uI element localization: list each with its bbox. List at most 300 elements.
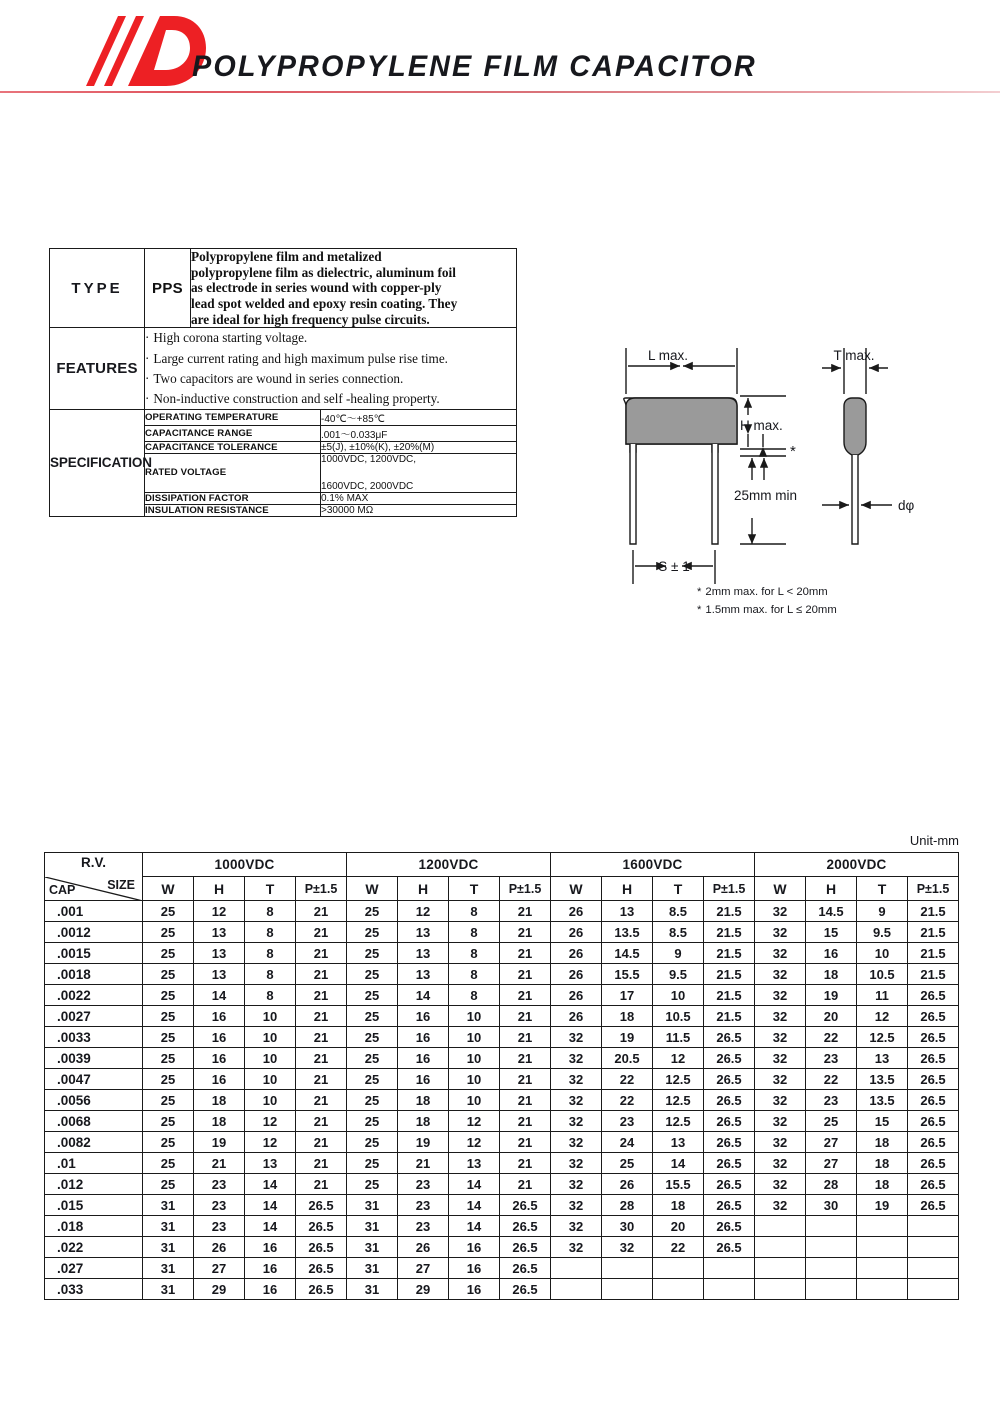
dimension-cell: 21 (296, 1132, 347, 1153)
dimension-cell: 32 (551, 1153, 602, 1174)
dimension-cell: 16 (449, 1237, 500, 1258)
dimension-cell: 26 (194, 1237, 245, 1258)
dimension-cell: 21 (500, 1006, 551, 1027)
dimension-cell: 13 (245, 1153, 296, 1174)
dimension-cell: 19 (602, 1027, 653, 1048)
dimension-cell: 25 (143, 1027, 194, 1048)
dimension-cell: 22 (806, 1069, 857, 1090)
capacitance-value: .0022 (45, 985, 143, 1006)
dimension-cell: 10 (449, 1090, 500, 1111)
dimension-cell-empty (755, 1216, 806, 1237)
table-row (45, 1258, 959, 1279)
dimension-cell: 26.5 (500, 1195, 551, 1216)
dimension-sub-header: W (347, 877, 398, 901)
voltage-group-header: 2000VDC (755, 853, 959, 877)
dimension-cell: 31 (143, 1237, 194, 1258)
dimension-cell: 10 (653, 985, 704, 1006)
dimension-cell: 32 (551, 1174, 602, 1195)
type-description-line: as electrode in series wound with copper-ply (191, 280, 442, 296)
bullet-icon: · (145, 350, 150, 366)
dimension-cell: 8.5 (653, 922, 704, 943)
dimension-cell: 18 (194, 1111, 245, 1132)
dimension-cell: 21 (296, 1048, 347, 1069)
table-row (45, 1069, 959, 1090)
capacitance-value: .0068 (45, 1111, 143, 1132)
dimension-cell: 16 (398, 1069, 449, 1090)
dimension-cell: 14.5 (602, 943, 653, 964)
table-row (45, 1216, 959, 1237)
dimension-cell: 15 (806, 922, 857, 943)
features-label: FEATURES (50, 328, 145, 409)
dimension-cell: 8 (449, 943, 500, 964)
spec-row-operating-temperature (50, 409, 517, 425)
type-row (50, 249, 517, 328)
dimension-cell: 12 (857, 1006, 908, 1027)
dimension-cell-empty (806, 1258, 857, 1279)
dimension-cell: 13 (449, 1153, 500, 1174)
dimension-cell: 26.5 (908, 1006, 959, 1027)
dimension-cell: 31 (143, 1216, 194, 1237)
dimension-cell: 10 (245, 1027, 296, 1048)
voltage-group-header: 1000VDC (143, 853, 347, 877)
spec-key: RATED VOLTAGE (145, 453, 321, 492)
table-row (45, 1237, 959, 1258)
table-row (45, 1006, 959, 1027)
dimension-cell: 13 (194, 922, 245, 943)
dimension-sub-header: H (602, 877, 653, 901)
dimension-cell: 21 (296, 985, 347, 1006)
dimension-cell: 31 (143, 1258, 194, 1279)
dimension-cell: 21 (296, 1069, 347, 1090)
label-h-max: H max. (740, 418, 783, 433)
dimension-cell-empty (704, 1258, 755, 1279)
dimension-cell: 21.5 (908, 922, 959, 943)
dimension-cell: 10.5 (857, 964, 908, 985)
spec-value: >30000 MΩ (321, 504, 517, 516)
dimension-cell: 25 (143, 985, 194, 1006)
capacitance-value: .033 (45, 1279, 143, 1300)
table-row (45, 1153, 959, 1174)
table-row (45, 1132, 959, 1153)
dimension-cell: 25 (143, 943, 194, 964)
dimension-cell: 21 (500, 1027, 551, 1048)
bullet-icon: · (145, 390, 150, 406)
dimension-cell: 26.5 (908, 1090, 959, 1111)
capacitance-value: .001 (45, 901, 143, 922)
dimension-cell: 17 (602, 985, 653, 1006)
dimension-cell: 25 (347, 985, 398, 1006)
dimension-cell: 32 (551, 1132, 602, 1153)
dimension-cell: 25 (347, 964, 398, 985)
dimension-cell: 26.5 (704, 1195, 755, 1216)
dimension-sub-header: T (245, 877, 296, 901)
dimension-cell: 29 (194, 1279, 245, 1300)
dimension-cell: 30 (806, 1195, 857, 1216)
dimension-cell: 16 (245, 1237, 296, 1258)
dimension-cell: 25 (143, 1132, 194, 1153)
dimension-cell-empty (755, 1237, 806, 1258)
dimension-cell: 16 (194, 1048, 245, 1069)
dimension-cell: 22 (602, 1069, 653, 1090)
dimension-cell: 9.5 (653, 964, 704, 985)
label-25mm-min: 25mm min (734, 488, 798, 503)
dimension-cell: 21.5 (908, 964, 959, 985)
dimension-cell: 23 (806, 1048, 857, 1069)
dimension-cell: 18 (398, 1090, 449, 1111)
dimension-cell: 31 (143, 1195, 194, 1216)
dimension-cell: 32 (755, 1090, 806, 1111)
spec-value: 0.1% MAX (321, 492, 517, 504)
type-description-line: polypropylene film as dielectric, aluminum foil (191, 264, 456, 280)
dimension-cell: 11.5 (653, 1027, 704, 1048)
dimension-cell: 20 (653, 1216, 704, 1237)
label-asterisk-marker: * (790, 443, 796, 460)
dimension-cell: 25 (347, 1174, 398, 1195)
capacitance-value: .022 (45, 1237, 143, 1258)
dimension-cell: 22 (653, 1237, 704, 1258)
dimension-cell: 16 (194, 1069, 245, 1090)
dimension-cell: 25 (143, 922, 194, 943)
table-row (45, 1195, 959, 1216)
drawing-notes (697, 584, 837, 619)
dimension-cell: 22 (806, 1027, 857, 1048)
dimension-cell: 21 (296, 1027, 347, 1048)
dimension-cell: 26.5 (908, 1195, 959, 1216)
page-header (0, 0, 1000, 100)
feature-item (145, 389, 516, 409)
dimension-sub-header: T (449, 877, 500, 901)
dimension-cell: 10 (245, 1069, 296, 1090)
dimension-cell: 8 (245, 922, 296, 943)
dimension-sub-header: H (194, 877, 245, 901)
type-code: PPS (145, 249, 191, 328)
dimension-cell: 21 (194, 1153, 245, 1174)
dimension-cell: 26.5 (704, 1216, 755, 1237)
drawing-note-text: 2mm max. for L < 20mm (705, 586, 828, 598)
dimension-cell: 32 (551, 1069, 602, 1090)
capacitance-value: .0056 (45, 1090, 143, 1111)
dimension-cell: 19 (806, 985, 857, 1006)
dimension-cell: 26.5 (704, 1069, 755, 1090)
dimension-cell: 21 (500, 1090, 551, 1111)
dimension-cell: 12 (245, 1111, 296, 1132)
dimension-cell: 16 (398, 1048, 449, 1069)
table-row (45, 1111, 959, 1132)
dimension-cell: 31 (347, 1237, 398, 1258)
dimension-cell: 32 (602, 1237, 653, 1258)
dimension-cell: 12 (398, 901, 449, 922)
capacitance-value: .0012 (45, 922, 143, 943)
dimension-cell-empty (602, 1279, 653, 1300)
dimension-cell-empty (653, 1258, 704, 1279)
sub-header-row (45, 877, 959, 901)
table-row (45, 1027, 959, 1048)
capacitance-value: .015 (45, 1195, 143, 1216)
dimension-cell: 18 (857, 1132, 908, 1153)
dimension-cell: 18 (653, 1195, 704, 1216)
drawing-note-text: 1.5mm max. for L ≤ 20mm (705, 603, 837, 616)
dimension-cell: 14 (449, 1195, 500, 1216)
dimension-cell: 26.5 (908, 1027, 959, 1048)
dimension-cell: 21 (500, 1048, 551, 1069)
type-description (191, 249, 517, 328)
dimension-cell: 16 (449, 1279, 500, 1300)
dimension-cell: 21 (500, 1111, 551, 1132)
dimension-cell: 21 (296, 1174, 347, 1195)
dimension-cell-empty (602, 1258, 653, 1279)
dimension-sub-header: H (398, 877, 449, 901)
dimension-cell: 26.5 (704, 1132, 755, 1153)
dimension-cell: 19 (857, 1195, 908, 1216)
dimension-cell: 21.5 (908, 943, 959, 964)
spec-value (321, 453, 517, 492)
corner-cap-label: CAP (49, 883, 76, 897)
dimension-cell: 8 (245, 985, 296, 1006)
dimension-cell: 15 (857, 1111, 908, 1132)
dimension-cell: 26.5 (296, 1258, 347, 1279)
dimension-cell: 10 (449, 1006, 500, 1027)
table-row (45, 985, 959, 1006)
dimension-cell: 12 (449, 1132, 500, 1153)
feature-text: Two capacitors are wound in series connection. (153, 370, 404, 386)
dimension-cell: 12.5 (653, 1090, 704, 1111)
type-description-line: Polypropylene film and metalized (191, 249, 382, 264)
dimension-cell: 32 (755, 1195, 806, 1216)
dimension-cell: 26.5 (908, 1153, 959, 1174)
dimension-cell: 32 (551, 1027, 602, 1048)
dimension-cell: 32 (551, 1111, 602, 1132)
dimension-cell: 29 (398, 1279, 449, 1300)
dimension-cell: 21.5 (704, 922, 755, 943)
dimension-cell: 12.5 (857, 1027, 908, 1048)
table-row (45, 1174, 959, 1195)
dimension-sub-header: W (551, 877, 602, 901)
dimension-cell: 10.5 (653, 1006, 704, 1027)
dimension-cell: 32 (551, 1090, 602, 1111)
dimension-cell: 26 (551, 964, 602, 985)
dimension-cell-empty (857, 1258, 908, 1279)
dimension-cell: 21 (296, 964, 347, 985)
dimension-cell: 25 (143, 1069, 194, 1090)
dimension-cell: 32 (755, 1027, 806, 1048)
dimension-cell: 8 (245, 901, 296, 922)
dimension-cell: 25 (347, 1006, 398, 1027)
dimension-cell: 28 (602, 1195, 653, 1216)
dimension-cell: 25 (347, 1048, 398, 1069)
dimension-cell: 14 (449, 1216, 500, 1237)
dimension-cell: 25 (347, 901, 398, 922)
dimension-cell: 10 (449, 1027, 500, 1048)
dimension-table-container (44, 852, 958, 1300)
dimension-cell: 21 (500, 901, 551, 922)
dimension-cell: 23 (398, 1174, 449, 1195)
table-row (45, 1048, 959, 1069)
dimension-cell: 25 (347, 943, 398, 964)
dimension-cell: 26.5 (704, 1237, 755, 1258)
label-l-max: L max. (647, 348, 689, 363)
spec-value: ±5(J), ±10%(K), ±20%(M) (321, 441, 517, 453)
voltage-group-header: 1600VDC (551, 853, 755, 877)
dimension-cell: 25 (143, 1111, 194, 1132)
dimension-cell: 12.5 (653, 1069, 704, 1090)
dimension-cell-empty (755, 1258, 806, 1279)
table-row (45, 943, 959, 964)
dimension-cell-empty (806, 1216, 857, 1237)
dimension-cell: 12 (245, 1132, 296, 1153)
spec-value: .001～0.033μF (321, 425, 517, 441)
dimension-cell: 10 (857, 943, 908, 964)
table-row (45, 964, 959, 985)
dimension-cell: 20 (806, 1006, 857, 1027)
dimension-cell: 26.5 (296, 1279, 347, 1300)
dimension-cell: 9 (857, 901, 908, 922)
dimension-cell: 23 (194, 1195, 245, 1216)
dimension-cell: 16 (449, 1258, 500, 1279)
dimension-cell: 21 (500, 964, 551, 985)
dimension-cell: 26.5 (704, 1090, 755, 1111)
capacitance-value: .0047 (45, 1069, 143, 1090)
dimension-cell: 11 (857, 985, 908, 1006)
features-row (50, 328, 517, 409)
dimension-cell: 26 (551, 901, 602, 922)
dimension-cell: 23 (806, 1090, 857, 1111)
dimension-cell: 21.5 (704, 1006, 755, 1027)
dimension-cell-empty (551, 1279, 602, 1300)
page-title: POLYPROPYLENE FILM CAPACITOR (192, 50, 757, 83)
dimension-cell: 22 (602, 1090, 653, 1111)
dimension-cell: 25 (143, 901, 194, 922)
dimension-sub-header: P±1.5 (296, 877, 347, 901)
header-divider (0, 91, 1000, 93)
dimension-cell: 19 (398, 1132, 449, 1153)
bullet-icon: · (145, 330, 150, 346)
dimension-cell: 14 (449, 1174, 500, 1195)
dimension-cell: 26.5 (908, 1174, 959, 1195)
dimension-cell: 32 (551, 1216, 602, 1237)
dimension-cell: 24 (602, 1132, 653, 1153)
table-row (45, 1279, 959, 1300)
dimension-cell: 26.5 (704, 1111, 755, 1132)
capacitance-value: .0027 (45, 1006, 143, 1027)
dimension-cell: 9.5 (857, 922, 908, 943)
table-row (45, 922, 959, 943)
spec-key: OPERATING TEMPERATURE (145, 409, 321, 425)
capacitance-value: .0033 (45, 1027, 143, 1048)
dimension-cell: 25 (806, 1111, 857, 1132)
capacitance-value: .0039 (45, 1048, 143, 1069)
dimension-cell: 13.5 (602, 922, 653, 943)
dimension-cell: 13 (398, 922, 449, 943)
dimension-cell: 13 (194, 964, 245, 985)
feature-text: Non-inductive construction and self -healing property. (153, 390, 440, 406)
dimension-cell: 10 (245, 1006, 296, 1027)
dimension-cell: 32 (755, 1132, 806, 1153)
label-d-phi: dφ (898, 498, 915, 513)
dimension-cell: 21 (500, 1153, 551, 1174)
dimension-cell: 32 (755, 1069, 806, 1090)
dimension-cell: 26 (551, 922, 602, 943)
dimension-cell: 13.5 (857, 1090, 908, 1111)
dimension-cell: 31 (347, 1279, 398, 1300)
spec-value-line: 1600VDC, 2000VDC (321, 480, 414, 492)
type-label: TYPE (50, 249, 145, 328)
type-description-line: lead spot welded and epoxy resin coating. They (191, 296, 458, 312)
dimension-cell: 26 (551, 985, 602, 1006)
dimension-cell: 26.5 (908, 985, 959, 1006)
bullet-icon: · (145, 370, 150, 386)
dimension-cell-empty (857, 1216, 908, 1237)
dimension-cell: 23 (398, 1216, 449, 1237)
spec-value-line: 1000VDC, 1200VDC, (321, 453, 417, 465)
dimension-cell: 21.5 (908, 901, 959, 922)
dimension-cell: 28 (806, 1174, 857, 1195)
spec-key: CAPACITANCE RANGE (145, 425, 321, 441)
dimension-cell: 27 (806, 1132, 857, 1153)
dimension-cell: 10 (245, 1048, 296, 1069)
dimension-sub-header: P±1.5 (704, 877, 755, 901)
voltage-header-row (45, 853, 959, 877)
dimension-cell: 18 (857, 1174, 908, 1195)
drawing-note-item (697, 602, 837, 620)
capacitance-value: .0082 (45, 1132, 143, 1153)
corner-rv-label: R.V. (80, 855, 107, 870)
corner-diagonal-line (45, 877, 142, 901)
label-t-max: T max. (833, 348, 875, 363)
dimension-cell: 25 (143, 1153, 194, 1174)
dimension-cell: 26 (398, 1237, 449, 1258)
features-list (145, 328, 517, 409)
dimension-cell-empty (653, 1279, 704, 1300)
dimension-cell: 25 (347, 1090, 398, 1111)
corner-size-label: SIZE (107, 878, 135, 892)
dimension-cell: 25 (347, 1153, 398, 1174)
dimension-cell: 10 (245, 1090, 296, 1111)
dimension-cell: 26.5 (500, 1258, 551, 1279)
asterisk-icon: * (697, 603, 702, 616)
feature-text: High corona starting voltage. (153, 330, 308, 346)
dimension-cell-empty (806, 1237, 857, 1258)
dimension-cell: 10 (449, 1048, 500, 1069)
spec-key: INSULATION RESISTANCE (145, 504, 321, 516)
dimension-cell: 26.5 (704, 1027, 755, 1048)
dimension-cell: 26.5 (908, 1069, 959, 1090)
dimension-cell: 26.5 (296, 1195, 347, 1216)
dimension-cell: 25 (347, 1132, 398, 1153)
dimension-cell: 16 (245, 1258, 296, 1279)
dimension-cell: 30 (602, 1216, 653, 1237)
dimension-cell: 23 (398, 1195, 449, 1216)
feature-item (145, 328, 516, 348)
capacitance-value: .01 (45, 1153, 143, 1174)
dimension-cell: 16 (245, 1279, 296, 1300)
dimension-cell: 32 (551, 1237, 602, 1258)
dimension-cell: 16 (398, 1027, 449, 1048)
feature-item (145, 369, 516, 389)
dimension-cell: 21 (296, 943, 347, 964)
capacitance-value: .0015 (45, 943, 143, 964)
dimension-cell: 32 (755, 922, 806, 943)
feature-text: Large current rating and high maximum pulse rise time. (153, 350, 448, 366)
dimension-cell: 14 (398, 985, 449, 1006)
dimension-cell: 10 (449, 1069, 500, 1090)
dimension-cell: 21 (500, 943, 551, 964)
dimension-cell: 14 (245, 1216, 296, 1237)
nd-logo-icon (62, 8, 207, 88)
dimension-cell: 16 (194, 1027, 245, 1048)
dimension-cell: 21.5 (704, 943, 755, 964)
dimension-sub-header: W (143, 877, 194, 901)
dimension-cell: 32 (755, 901, 806, 922)
